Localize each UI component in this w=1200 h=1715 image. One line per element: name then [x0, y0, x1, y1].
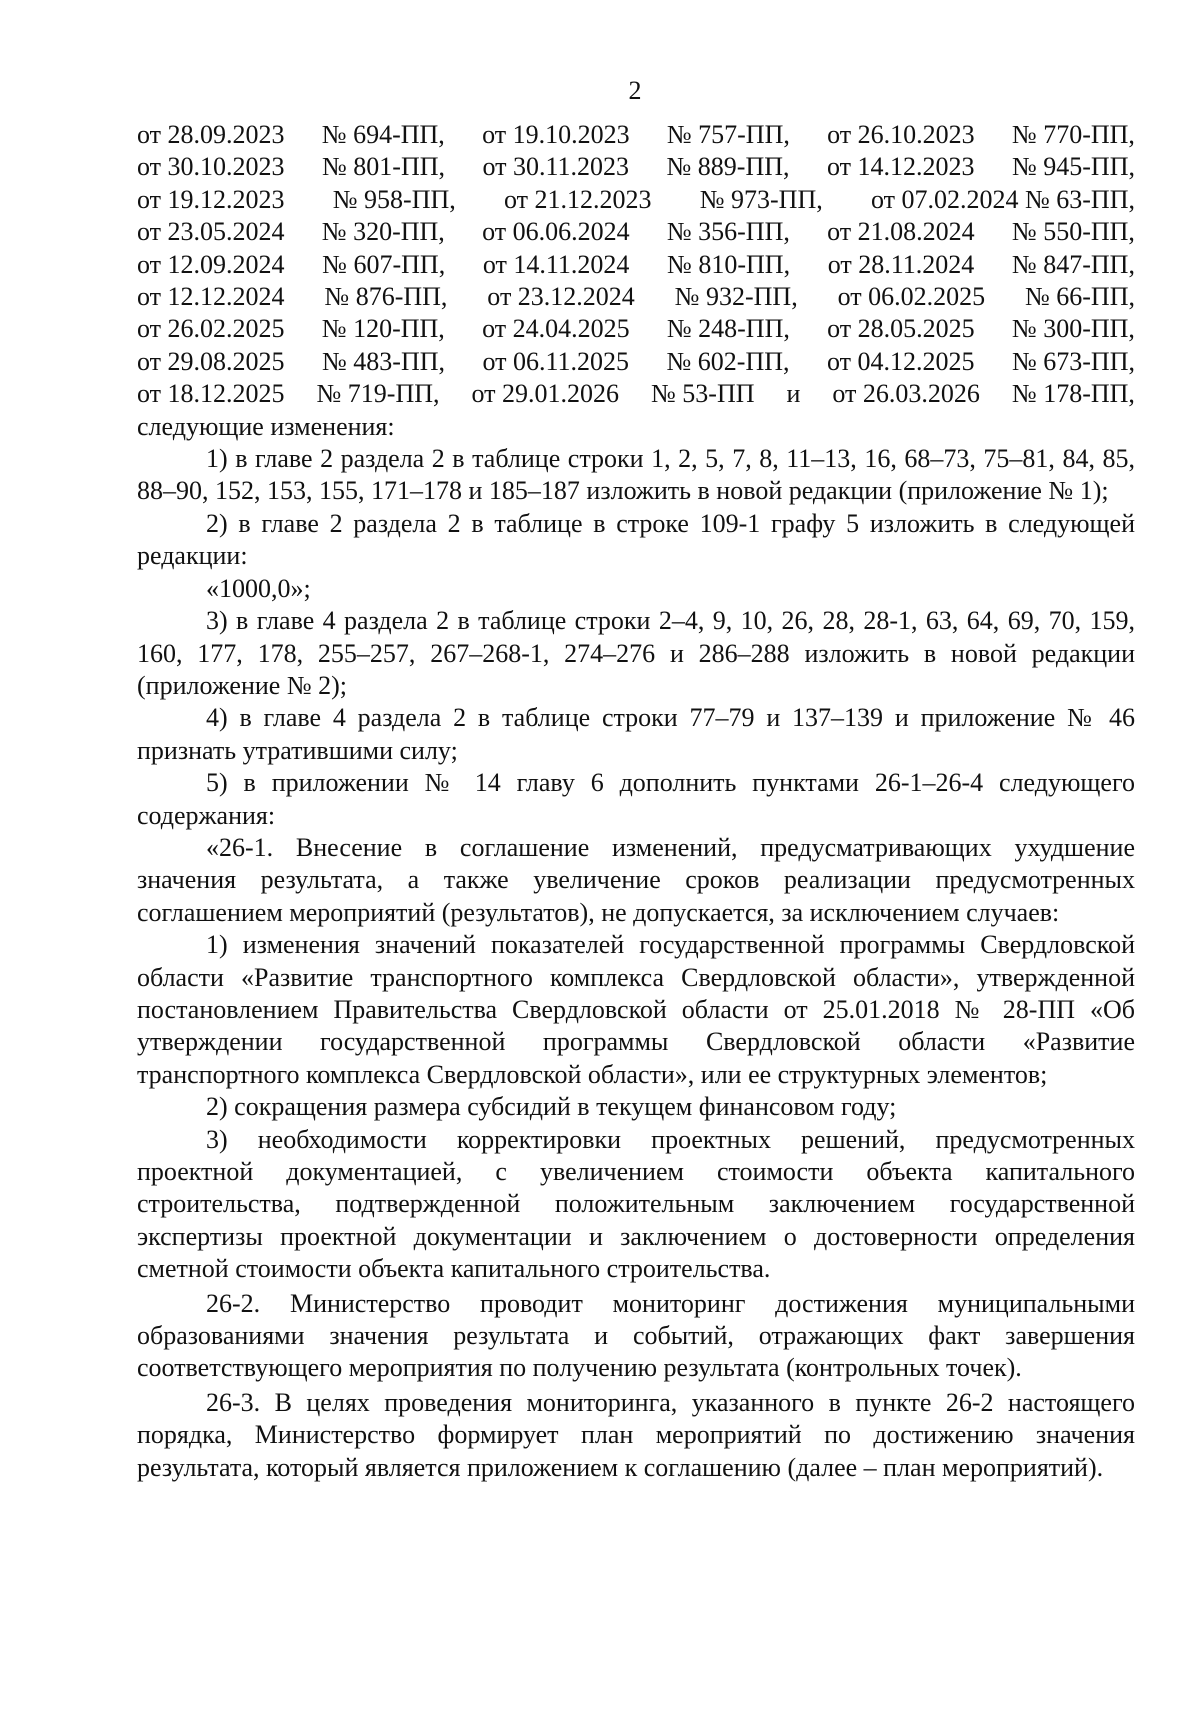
decree-reference-cell: от 26.03.2026 — [832, 379, 980, 409]
decree-reference-cell: от 19.12.2023 — [137, 184, 285, 214]
decree-reference-cell: от 21.12.2023 — [503, 184, 652, 214]
decree-reference-cell: от 07.02.2024 № 63-ПП, — [870, 184, 1135, 214]
decree-reference-cell: № 607-ПП, — [322, 249, 446, 279]
decree-reference-cell: № 958-ПП, — [332, 184, 456, 214]
decree-reference-cell: № 673-ПП, — [1011, 346, 1135, 376]
item-2: 2) в главе 2 раздела 2 в таблице в строке 109-1 графу 5 изложить в следующей редакции: — [137, 508, 1135, 571]
page-number: 2 — [628, 76, 642, 105]
paragraph-26-2: 26-2. Министерство проводит мониторинг достижения муниципальными образованиями значения результата и событий, отражающих факт завершения соответствующего мероприятия по получению результата (контрольных точек). — [137, 1288, 1135, 1383]
decree-reference-cell: № 801-ПП, — [321, 152, 446, 182]
decree-reference-cell: № 719-ПП, — [316, 379, 440, 409]
decree-reference-cell: № 320-ПП, — [321, 217, 445, 247]
decree-reference-cell: № 694-ПП, — [321, 120, 445, 149]
item-4: 4) в главе 4 раздела 2 в таблице строки 77–79 и 137–139 и приложение № 46 признать утратившими силу; — [137, 703, 1135, 765]
decree-reference-cell: от 14.11.2024 — [482, 249, 630, 279]
decree-reference-cell: от 14.12.2023 — [826, 152, 975, 182]
decree-reference-cell: № 483-ПП, — [321, 346, 446, 376]
decree-reference-cell: № 300-ПП, — [1011, 314, 1135, 344]
paragraph-26-3: 26-3. В целях проведения мониторинга, указанного в пункте 26-2 настоящего порядка, Министерство формирует план мероприятий по достижению значения результата, который является приложением к соглашению (далее – план мероприятий). — [137, 1387, 1135, 1482]
document-body — [137, 119, 1135, 1484]
decree-reference-cell: № 550-ПП, — [1011, 217, 1135, 247]
decree-reference-cell: № 945-ПП, — [1011, 152, 1135, 182]
decree-reference-row — [137, 216, 1135, 248]
paragraph-26-1-sub-2: 2) сокращения размера субсидий в текущем финансовом году; — [206, 1092, 897, 1122]
item-1: 1) в главе 2 раздела 2 в таблице строки 1, 2, 5, 7, 8, 11–13, 16, 68–73, 75–81, 84, 85, 88–90, 152, 153, 155, 171–178 и 185–187 изложить в новой редакции (приложение № 1); — [137, 444, 1135, 506]
decree-reference-cell: № 178-ПП, — [1011, 379, 1135, 409]
decree-reference-cell: от 29.08.2025 — [137, 346, 285, 376]
decree-reference-row — [137, 281, 1135, 313]
paragraph-26-1-sub-3: 3) необходимости корректировки проектных решений, предусмотренных проектной документацией, с увеличением стоимости объекта капитального строительства, подтвержденной положительным заключением государственной экспертизы проектной документации и заключением о достоверности определения сметной стоимости объекта капитального строительства. — [137, 1124, 1135, 1284]
decree-reference-cell: от 06.02.2025 — [837, 282, 986, 312]
decree-reference-cell: № 889-ПП, — [666, 152, 790, 182]
decree-reference-cell: № 770-ПП, — [1011, 120, 1135, 149]
decree-reference-cell: от 28.09.2023 — [137, 120, 285, 149]
decree-reference-cell: № 757-ПП, — [666, 120, 790, 149]
decree-reference-cell: № 847-ПП, — [1011, 249, 1135, 279]
decree-reference-cell: от 06.11.2025 — [482, 346, 630, 376]
decree-reference-cell: от 23.12.2024 — [487, 282, 635, 312]
decree-reference-cell: от 29.01.2026 — [471, 379, 620, 409]
decree-reference-cell: от 26.02.2025 — [137, 314, 285, 344]
decree-reference-cell: от 12.12.2024 — [137, 282, 285, 312]
decree-reference-cell: от 30.11.2023 — [482, 152, 630, 182]
item-5: 5) в приложении № 14 главу 6 дополнить пунктами 26-1–26-4 следующего содержания: — [137, 768, 1135, 830]
decree-reference-cell: от 18.12.2025 — [137, 379, 285, 409]
decree-reference-cell: № 356-ПП, — [666, 217, 790, 247]
decree-reference-cell: № 120-ПП, — [321, 314, 445, 344]
decree-reference-cell: № 973-ПП, — [699, 184, 823, 214]
item-2-quote: «1000,0»; — [206, 573, 311, 603]
decree-reference-row — [137, 346, 1135, 378]
decree-reference-row — [137, 378, 1135, 410]
decree-reference-cell: от 21.08.2024 — [827, 217, 975, 247]
decree-reference-cell: от 30.10.2023 — [137, 152, 285, 182]
decree-reference-cell: № 66-ПП, — [1024, 282, 1135, 312]
decree-reference-cell: № 248-ПП, — [666, 314, 790, 344]
decree-reference-cell: от 24.04.2025 — [482, 314, 630, 344]
decree-reference-row — [137, 151, 1135, 183]
paragraph-26-1: «26-1. Внесение в соглашение изменений, предусматривающих ухудшение значения результата, а также увеличение сроков реализации предусмотренных соглашением мероприятий (результатов), не допускается, за исключением случаев: — [137, 832, 1135, 927]
decree-reference-list — [137, 119, 1135, 411]
decree-reference-cell: от 26.10.2023 — [827, 120, 975, 149]
decree-reference-cell: № 602-ПП, — [666, 346, 790, 376]
decree-reference-cell: от 04.12.2025 — [826, 346, 975, 376]
decree-reference-cell: от 28.11.2024 — [827, 249, 975, 279]
paragraph-26-1-sub-1: 1) изменения значений показателей государственной программы Свердловской области «Развитие транспортного комплекса Свердловской области», утвержденной постановлением Правительства Свердловской области от 25.01.2018 № 28-ПП «Об утверждении государственной программы Свердловской области «Развитие транспортного комплекса Свердловской области», или ее структурных элементов; — [137, 930, 1135, 1089]
decree-reference-row — [137, 313, 1135, 345]
changes-intro: следующие изменения: — [137, 411, 395, 441]
decree-reference-row — [137, 184, 1135, 216]
decree-reference-cell: от 12.09.2024 — [137, 249, 285, 279]
decree-reference-cell: от 23.05.2024 — [137, 217, 285, 247]
decree-reference-cell: и — [786, 379, 801, 409]
decree-reference-cell: № 53-ПП — [651, 379, 755, 409]
decree-reference-cell: № 932-ПП, — [674, 282, 798, 312]
item-3: 3) в главе 4 раздела 2 в таблице строки 2–4, 9, 10, 26, 28, 28-1, 63, 64, 69, 70, 159, 160, 177, 178, 255–257, 267–268-1, 274–276 и 286–288 изложить в новой редакции (приложение № 2); — [137, 606, 1135, 700]
decree-reference-cell: от 19.10.2023 — [482, 120, 630, 149]
decree-reference-cell: от 06.06.2024 — [482, 217, 630, 247]
decree-reference-cell: от 28.05.2025 — [827, 314, 975, 344]
decree-reference-cell: № 876-ПП, — [324, 282, 448, 312]
decree-reference-row — [137, 249, 1135, 281]
decree-reference-row — [137, 119, 1135, 151]
decree-reference-cell: № 810-ПП, — [667, 249, 791, 279]
